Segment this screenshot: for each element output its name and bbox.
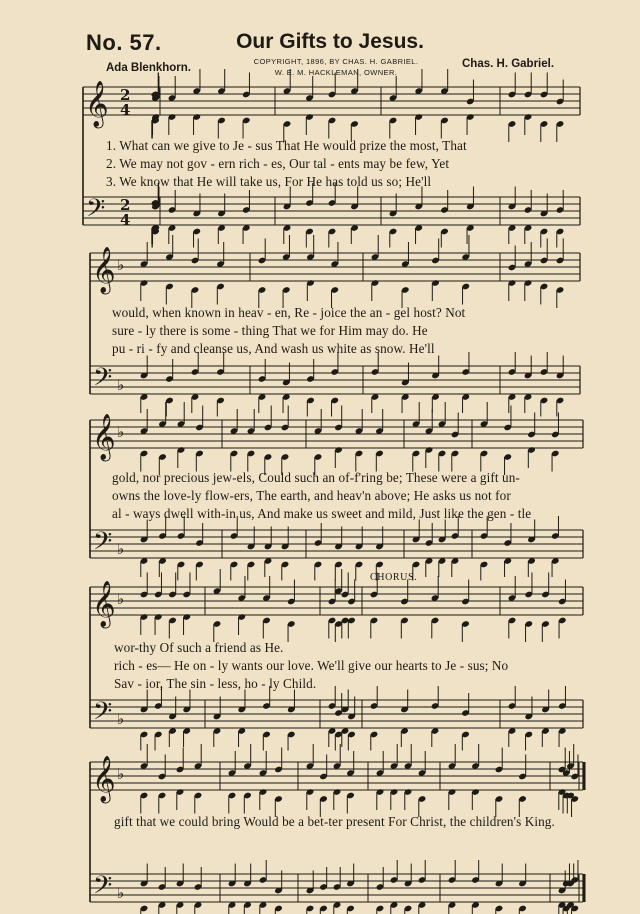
lyricist-credit: Ada Blenkhorn. <box>106 62 191 74</box>
bass-clef: 𝄢 <box>86 194 106 229</box>
bass-clef: 𝄢 <box>93 871 113 906</box>
lyric-line: sure - ly there is some - thing That we for Him may do. He <box>112 323 428 338</box>
flat-sign: ♭ <box>117 884 125 902</box>
flat-sign: ♭ <box>117 540 125 558</box>
treble-clef: 𝄞 <box>92 414 116 460</box>
lyric-line: owns the love-ly flow-ers, The earth, and heav'n above; He asks us not for <box>112 488 511 503</box>
lyric-line: would, when known in heav - en, Re - joice the an - gel host? Not <box>112 305 466 320</box>
bass-clef: 𝄢 <box>93 363 113 398</box>
flat-sign: ♭ <box>117 710 125 728</box>
lyric-line: pu - ri - fy and cleanse us, And wash us white as snow. He'll <box>112 341 435 356</box>
treble-clef: 𝄞 <box>92 247 116 293</box>
time-signature-top: 2 <box>120 196 131 214</box>
flat-sign: ♭ <box>117 376 125 394</box>
time-signature-top: 2 <box>120 86 131 104</box>
hymn-title: Our Gifts to Jesus. <box>236 30 424 53</box>
hymn-number: No. 57. <box>86 30 162 55</box>
flat-sign: ♭ <box>117 590 125 608</box>
lyric-line: 1. What can we give to Je - sus That He would prize the most, That <box>106 138 467 153</box>
chorus-label: CHORUS. <box>370 572 418 583</box>
flat-sign: ♭ <box>117 765 125 783</box>
lyric-line: rich - es— He on - ly wants our love. We'll give our hearts to Je - sus; No <box>114 658 509 673</box>
treble-clef: 𝄞 <box>85 81 109 127</box>
flat-sign: ♭ <box>117 423 125 441</box>
lyric-line: gift that we could bring Would be a bet-ter present For Christ, the children's King. <box>114 814 555 829</box>
lyric-line: 3. We know that He will take us, For He has told us so; He'll <box>106 174 432 189</box>
lyric-line: al - ways dwell with-in us, And make us sweet and mild, Just like the gen - tle <box>112 506 532 521</box>
flat-sign: ♭ <box>117 256 125 274</box>
copyright-line-1: COPYRIGHT, 1896, BY CHAS. H. GABRIEL. <box>253 57 419 66</box>
treble-clef: 𝄞 <box>92 581 116 627</box>
time-signature-bottom: 4 <box>120 211 131 229</box>
bass-clef: 𝄢 <box>93 527 113 562</box>
treble-clef: 𝄞 <box>92 756 116 802</box>
time-signature-bottom: 4 <box>120 101 131 119</box>
lyric-line: wor-thy Of such a friend as He. <box>114 640 284 655</box>
lyric-line: 2. We may not gov - ern rich - es, Our tal - ents may be few, Yet <box>106 156 450 171</box>
copyright-line-2: W. E. M. HACKLEMAN, OWNER. <box>274 68 398 77</box>
lyric-line: gold, nor precious jew-els, Could such an of-f'ring be; These were a gift un- <box>112 470 520 485</box>
lyric-line: Sav - ior, The sin - less, ho - ly Child. <box>114 676 317 691</box>
composer-credit: Chas. H. Gabriel. <box>462 58 555 70</box>
bass-clef: 𝄢 <box>93 697 113 732</box>
